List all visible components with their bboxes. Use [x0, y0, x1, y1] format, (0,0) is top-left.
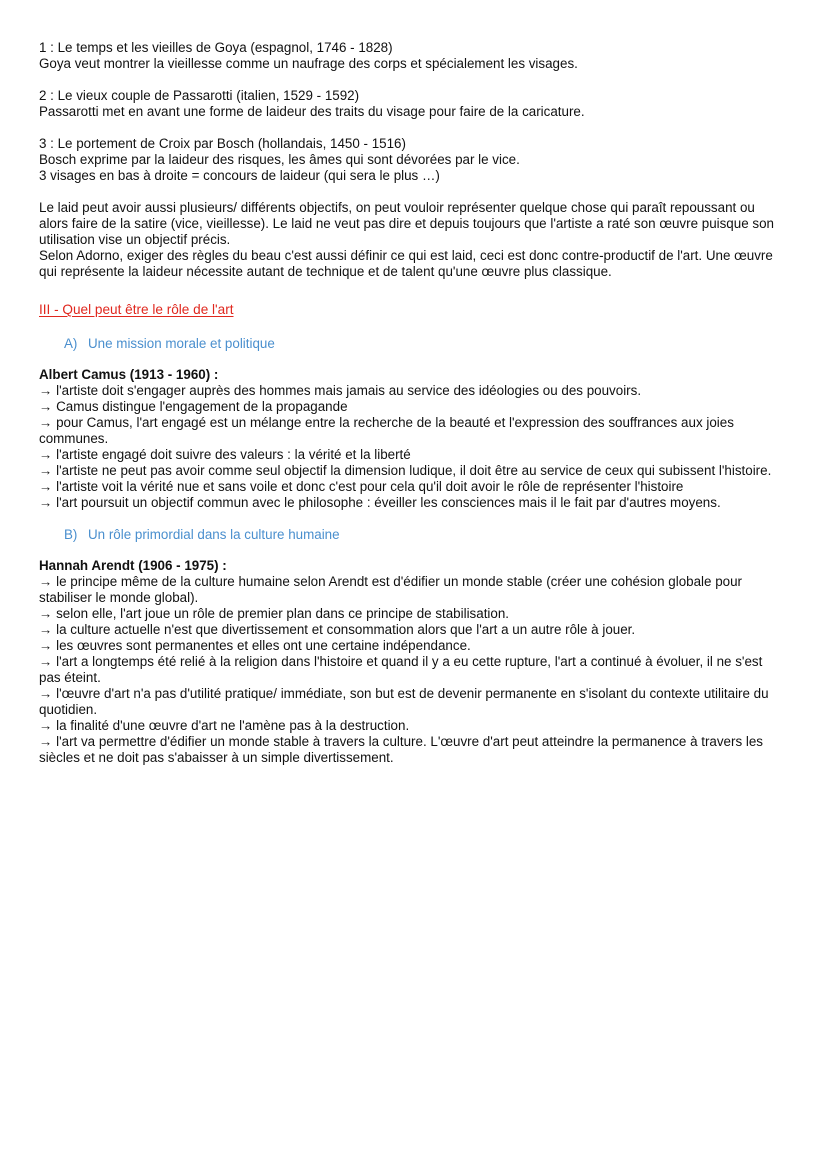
list-item: → Camus distingue l'engagement de la propagande [39, 399, 348, 414]
intro-item-heading: 1 : Le temps et les vieilles de Goya (espagnol, 1746 - 1828) [39, 40, 393, 55]
list-item: → l'artiste voit la vérité nue et sans voile et donc c'est pour cela qu'il doit avoir le rôle de représenter l'histoire [39, 479, 684, 494]
intro-item-extra: 3 visages en bas à droite = concours de laideur (qui sera le plus …) [39, 168, 440, 183]
camus-section [39, 367, 784, 511]
subsection-number: A) [64, 336, 78, 351]
list-item: → la culture actuelle n'est que divertissement et consommation alors que l'art a un autre rôle à jouer. [39, 622, 636, 637]
intro-item-text: Passarotti met en avant une forme de laideur des traits du visage pour faire de la caricature. [39, 104, 585, 119]
subsection-number: B) [64, 527, 78, 542]
intro-item-text: Bosch exprime par la laideur des risques, les âmes qui sont dévorées par le vice. [39, 152, 520, 167]
arendt-section [39, 558, 784, 766]
list-item: → l'œuvre d'art n'a pas d'utilité pratique/ immédiate, son but est de devenir permanente en s'isolant du contexte utilitaire du quotidien. [39, 686, 769, 717]
subsection-label: Un rôle primordial dans la culture humaine [88, 527, 340, 542]
list-item: → l'art va permettre d'édifier un monde stable à travers la culture. L'œuvre d'art peut atteindre la permanence à travers les siècles et ne doit pas s'abaisser à un simple divertissement. [39, 734, 763, 765]
subsection-label: Une mission morale et politique [88, 336, 275, 351]
person-heading: Hannah Arendt (1906 - 1975) : [39, 558, 227, 573]
list-item: → le principe même de la culture humaine selon Arendt est d'édifier un monde stable (créer une cohésion globale pour stabiliser le monde global). [39, 574, 743, 605]
list-item: → l'artiste ne peut pas avoir comme seul objectif la dimension ludique, il doit être au service de ceux qui subissent l'histoire. [39, 463, 772, 478]
ugliness-paragraph [39, 200, 784, 280]
intro-item-text: Goya veut montrer la vieillesse comme un naufrage des corps et spécialement les visages. [39, 56, 578, 71]
intro-item-1 [39, 40, 784, 72]
intro-item-heading: 2 : Le vieux couple de Passarotti (italien, 1529 - 1592) [39, 88, 360, 103]
section-title: III - Quel peut être le rôle de l'art [39, 302, 234, 317]
list-item: → la finalité d'une œuvre d'art ne l'amène pas à la destruction. [39, 718, 410, 733]
intro-item-heading: 3 : Le portement de Croix par Bosch (hollandais, 1450 - 1516) [39, 136, 406, 151]
paragraph-text: Selon Adorno, exiger des règles du beau c'est aussi définir ce qui est laid, ceci est donc contre-productif de l'art. Une œuvre qui représente la laideur nécessite autant de technique et de talent qu'une œuvre plus classique. [39, 248, 773, 279]
list-item: → l'artiste engagé doit suivre des valeurs : la vérité et la liberté [39, 447, 411, 462]
list-item: → l'artiste doit s'engager auprès des hommes mais jamais au service des idéologies ou des pouvoirs. [39, 383, 642, 398]
document-content [39, 40, 784, 782]
subsection-b-title [64, 527, 784, 543]
paragraph-text: Le laid peut avoir aussi plusieurs/ différents objectifs, on peut vouloir représenter quelque chose qui paraît repoussant ou alors faire de la satire (vice, vieillesse). Le laid ne veut pas dire et depuis toujours que l'artiste a raté son œuvre puisque son utilisation vise un objectif précis. [39, 200, 774, 247]
list-item: → l'art a longtemps été relié à la religion dans l'histoire et quand il y a eu cette rupture, l'art a continué à évoluer, il ne s'est pas éteint. [39, 654, 763, 685]
list-item: → les œuvres sont permanentes et elles ont une certaine indépendance. [39, 638, 471, 653]
intro-item-3 [39, 136, 784, 184]
subsection-a-title [64, 336, 784, 352]
list-item: → l'art poursuit un objectif commun avec le philosophe : éveiller les consciences mais il le fait par d'autres moyens. [39, 495, 721, 510]
person-heading: Albert Camus (1913 - 1960) : [39, 367, 219, 382]
list-item: → pour Camus, l'art engagé est un mélange entre la recherche de la beauté et l'expression des souffrances aux joies communes. [39, 415, 734, 446]
intro-item-2 [39, 88, 784, 120]
list-item: → selon elle, l'art joue un rôle de premier plan dans ce principe de stabilisation. [39, 606, 510, 621]
